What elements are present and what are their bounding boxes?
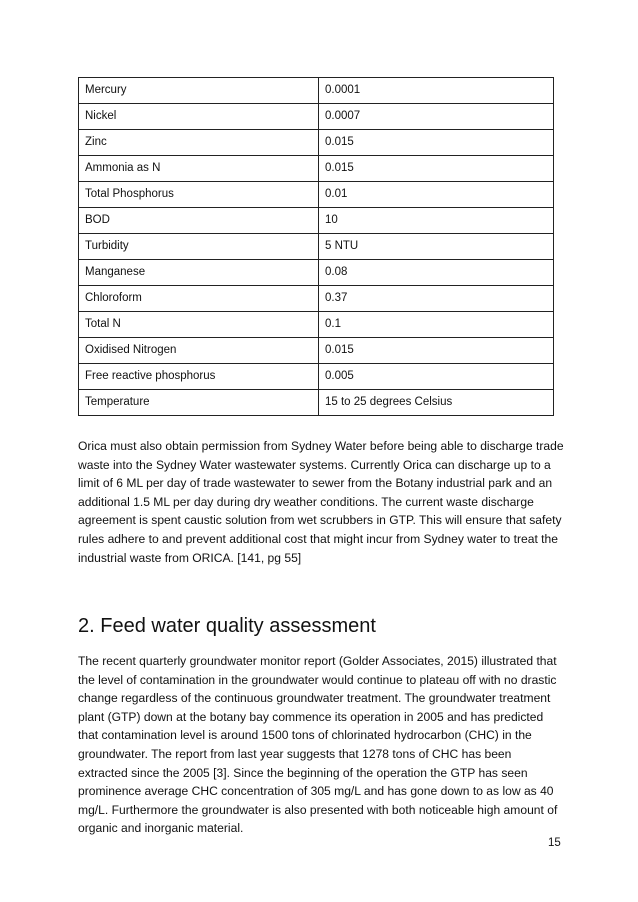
table-row — [79, 312, 554, 338]
parameter-cell: BOD — [79, 208, 319, 234]
parameter-cell: Chloroform — [79, 286, 319, 312]
table-row — [79, 208, 554, 234]
value-cell: 0.37 — [319, 286, 554, 312]
parameter-cell: Total N — [79, 312, 319, 338]
value-cell: 0.015 — [319, 338, 554, 364]
table-row — [79, 104, 554, 130]
table-row — [79, 156, 554, 182]
table-row — [79, 234, 554, 260]
parameter-cell: Ammonia as N — [79, 156, 319, 182]
table-row — [79, 130, 554, 156]
value-cell: 0.0007 — [319, 104, 554, 130]
value-cell: 0.1 — [319, 312, 554, 338]
parameter-cell: Manganese — [79, 260, 319, 286]
parameter-table — [78, 77, 554, 416]
table-row — [79, 364, 554, 390]
body-paragraph-assessment: The recent quarterly groundwater monitor report (Golder Associates, 2015) illustrated that the level of contamination in the groundwater would continue to plateau off with no drastic change regardless of the continuous groundwater treatment. The groundwater treatment plant (GTP) down at the botany bay commence its operation in 2005 and has predicted that contamination level is around 1500 tons of chlorinated hydrocarbon (CHC) in the groundwater. The report from last year suggests that 1278 tons of CHC has been extracted since the 2005 [3]. Since the beginning of the operation the GTP has seen prominence average CHC concentration of 305 mg/L and has gone down to as low as 40 mg/L. Furthermore the groundwater is also presented with both noticeable high amount of organic and inorganic material. — [78, 654, 558, 836]
section-heading: 2. Feed water quality assessment — [78, 615, 376, 637]
parameter-cell: Total Phosphorus — [79, 182, 319, 208]
value-cell: 0.01 — [319, 182, 554, 208]
value-cell: 5 NTU — [319, 234, 554, 260]
page-number: 15 — [548, 837, 561, 849]
table-row — [79, 286, 554, 312]
table-row — [79, 260, 554, 286]
parameter-cell: Oxidised Nitrogen — [79, 338, 319, 364]
table-row — [79, 390, 554, 416]
table-row — [79, 78, 554, 104]
parameter-cell: Free reactive phosphorus — [79, 364, 319, 390]
value-cell: 15 to 25 degrees Celsius — [319, 390, 554, 416]
value-cell: 0.005 — [319, 364, 554, 390]
table-row — [79, 338, 554, 364]
table-row — [79, 182, 554, 208]
parameter-cell: Mercury — [79, 78, 319, 104]
parameter-cell: Turbidity — [79, 234, 319, 260]
value-cell: 0.0001 — [319, 78, 554, 104]
body-paragraph-discharge: Orica must also obtain permission from Sydney Water before being able to discharge trade waste into the Sydney Water wastewater systems. Currently Orica can discharge up to a limit of 6 ML per day of trade wastewater to sewer from the Botany industrial park and an additional 1.5 ML per day during dry weather conditions. The current waste discharge agreement is spent caustic solution from wet scrubbers in GTP. This will ensure that safety rules adhere to and prevent additional cost that might incur from Sydney water to treat the industrial waste from ORICA. [141, pg 55] — [78, 439, 564, 565]
parameter-cell: Zinc — [79, 130, 319, 156]
value-cell: 10 — [319, 208, 554, 234]
value-cell: 0.08 — [319, 260, 554, 286]
value-cell: 0.015 — [319, 156, 554, 182]
parameter-cell: Nickel — [79, 104, 319, 130]
value-cell: 0.015 — [319, 130, 554, 156]
parameter-cell: Temperature — [79, 390, 319, 416]
